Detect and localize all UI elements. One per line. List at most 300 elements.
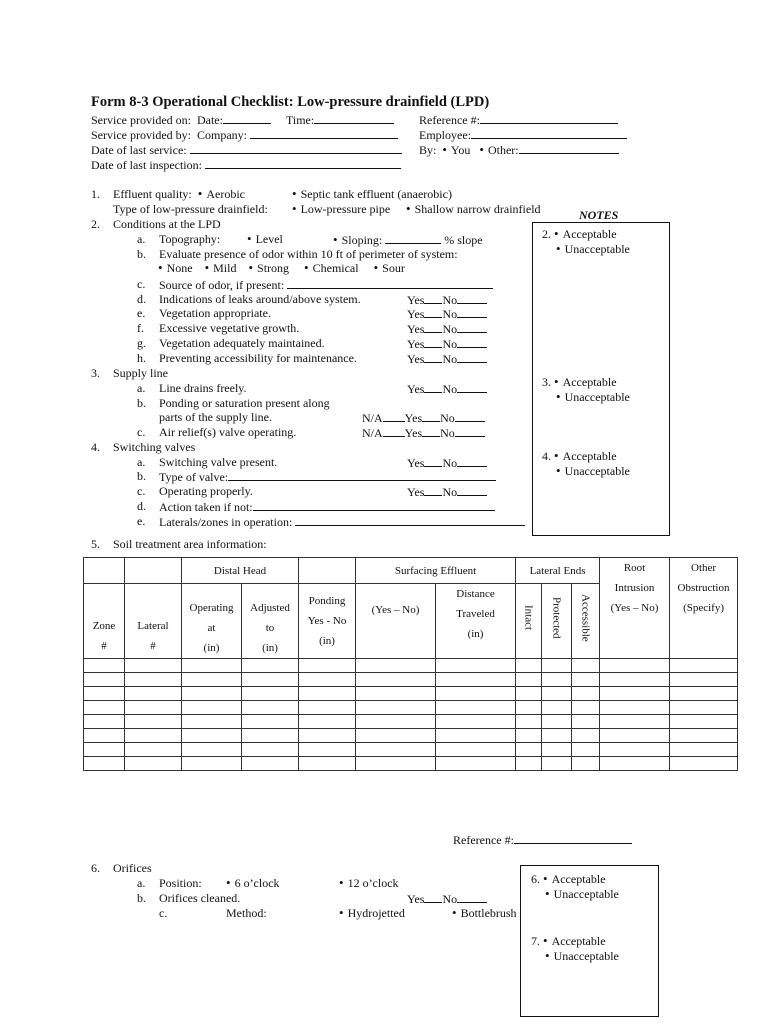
table-cell[interactable] [182,687,242,701]
air-label: Air relief(s) valve operating. [159,425,297,439]
adjusted-label: Adjusted [250,602,290,614]
other-obstruction-header [670,558,738,659]
employee-label: Employee: [419,128,471,142]
laterals-field[interactable] [295,514,525,526]
lateral-hash-label: # [150,640,156,652]
sec2-num: 2. [91,217,100,231]
last-service-field[interactable] [190,142,402,154]
table-cell[interactable] [84,673,125,687]
action [159,499,495,514]
no-label: No [440,411,455,425]
table-cell[interactable] [572,659,600,673]
distance-in-label: (in) [467,628,484,640]
table-cell[interactable] [125,757,182,771]
table-row [84,701,738,715]
table-cell[interactable] [242,673,299,687]
table-cell[interactable] [242,757,299,771]
note-2-acceptable[interactable]: • Acceptable [554,227,617,241]
note-6-unacceptable[interactable] [545,887,619,901]
yesno-drains[interactable] [407,381,487,396]
table-cell[interactable] [436,757,516,771]
note-2-unacceptable[interactable] [556,242,630,256]
veg-ex-label: Excessive vegetative growth. [159,321,300,335]
other-field[interactable] [519,142,619,154]
valve-present-label: Switching valve present. [159,455,278,469]
adjusted-to-label: to [265,622,275,634]
sec4-label: Switching valves [113,440,196,454]
snd-option[interactable] [406,202,541,216]
table-cell[interactable] [125,701,182,715]
distance-header [436,584,516,659]
other-option[interactable]: • Other: [479,143,518,157]
table-cell[interactable] [572,673,600,687]
accessible-label: Accessible [579,593,592,642]
table-cell[interactable] [516,715,542,729]
effluent-quality-label: Effluent quality: [113,187,192,201]
service-by-label: Service provided by: [91,128,191,142]
form-title: Form 8-3 Operational Checklist: Low-pressure drainfield (LPD) [91,94,490,110]
sec6-label: Orifices [113,861,152,875]
sec3-label: Supply line [113,366,169,380]
table-cell[interactable] [436,743,516,757]
table-cell[interactable] [356,659,436,673]
table-cell[interactable] [356,715,436,729]
na-label: N/A [362,426,383,440]
no-field[interactable] [457,321,487,333]
no-label: No [442,352,458,366]
time-field[interactable] [314,112,394,124]
yesno-access[interactable] [407,351,487,366]
root-yn-label: (Yes – No) [610,602,659,614]
note-7-unacceptable-label: • Unacceptable [545,949,619,963]
sec2-a: a. [137,232,146,246]
table-cell[interactable] [125,715,182,729]
reference-2-label: Reference #: [453,833,514,847]
note-7-unacceptable[interactable] [545,949,619,963]
yes-field[interactable] [424,484,442,496]
distance-label: Distance [456,588,495,600]
table-cell[interactable] [84,701,125,715]
table-cell[interactable] [299,701,356,715]
access-label: Preventing accessibility for maintenance. [159,351,357,365]
sec3-b: b. [137,396,146,410]
operating-at-label: at [207,622,216,634]
yesno-leaks[interactable] [407,292,487,307]
pos-6-option[interactable] [226,876,280,890]
service-provided-on [91,112,394,127]
ponding-yn-label: Yes - No [307,615,347,627]
note-4-unacceptable-label: • Unacceptable [556,464,630,478]
sec2-g: g. [137,336,146,350]
root-label: Root [623,562,646,574]
table-cell[interactable] [572,687,600,701]
operating-col-label: Operating [189,602,234,614]
yes-label: Yes [407,322,425,336]
note-6-num: 6. [531,872,540,886]
yes-label: Yes [407,307,425,321]
table-cell[interactable] [542,701,572,715]
action-field[interactable] [253,499,495,511]
date-field[interactable] [223,112,271,124]
yes-field[interactable] [424,336,442,348]
no-label: No [442,307,458,321]
sec2-label: Conditions at the LPD [113,217,221,231]
no-label: No [440,426,455,440]
table-cell[interactable] [182,701,242,715]
no-field[interactable] [457,484,487,496]
note-6-unacceptable-label: • Unacceptable [545,887,619,901]
table-cell[interactable] [356,743,436,757]
table-cell[interactable] [542,743,572,757]
table-cell[interactable] [670,743,738,757]
yes-field[interactable] [422,410,440,422]
reference-line [419,112,618,127]
aerobic-option[interactable]: • Aerobic [198,187,245,201]
odor-chemical[interactable]: • Chemical [304,261,359,275]
table-cell[interactable] [600,673,670,687]
sec2-c: c. [137,277,146,291]
surfacing-header: Surfacing Effluent [356,558,516,584]
table-cell[interactable] [436,687,516,701]
no-field[interactable] [457,351,487,363]
table-cell[interactable] [182,743,242,757]
reference-field[interactable] [480,112,618,124]
table-cell[interactable] [516,757,542,771]
ponding-col-label: Ponding [308,595,346,607]
zone-header-top [84,558,125,584]
table-cell[interactable] [670,715,738,729]
na-field[interactable] [383,410,405,422]
odor-mild[interactable]: • Mild [205,261,237,275]
table-cell[interactable] [182,673,242,687]
sec3-a: a. [137,381,146,395]
ponding-header [299,584,356,659]
employee-field[interactable] [471,127,627,139]
table-cell[interactable] [572,757,600,771]
reference-2-field[interactable] [514,832,632,844]
yes-label: Yes [407,485,425,499]
cleaned-label: Orifices cleaned. [159,891,241,905]
sec4-num: 4. [91,440,100,454]
slope-unit: % slope [444,233,483,247]
table-cell[interactable] [600,701,670,715]
table-cell[interactable] [84,687,125,701]
last-inspection-field[interactable] [205,157,401,169]
table-cell[interactable] [299,687,356,701]
table-row [84,729,738,743]
note-4-acceptable[interactable]: • Acceptable [554,449,617,463]
table-cell[interactable] [356,701,436,715]
no-field[interactable] [455,410,485,422]
valve-type-field[interactable] [228,469,496,481]
by-line [419,142,619,157]
reference-label: Reference #: [419,113,480,127]
odor-strong[interactable]: • Strong [248,261,289,275]
last-inspection-line [91,157,401,172]
yesno-cleaned[interactable] [407,891,487,906]
topography-label: Topography: [159,232,221,246]
yes-label: Yes [407,352,425,366]
level-label: • Level [247,232,283,246]
no-field[interactable] [457,381,487,393]
service-provided-by [91,127,398,142]
valve-type-label: Type of valve: [159,470,229,484]
table-cell[interactable] [242,729,299,743]
table-cell[interactable] [542,729,572,743]
table-cell[interactable] [125,659,182,673]
odor-sour[interactable]: • Sour [374,261,405,275]
slope-field[interactable] [385,232,441,244]
veg-maint-label: Vegetation adequately maintained. [159,336,325,350]
table-cell[interactable] [242,743,299,757]
table-cell[interactable] [356,687,436,701]
accessible-header [572,584,600,659]
table-cell[interactable] [516,687,542,701]
sec5-num: 5. [91,537,100,551]
notes-title: NOTES [579,208,619,222]
table-cell[interactable] [542,757,572,771]
yes-field[interactable] [424,381,442,393]
table-cell[interactable] [125,743,182,757]
table-cell[interactable] [600,687,670,701]
zone-header [84,584,125,659]
no-field[interactable] [457,306,487,318]
note-4-unacceptable[interactable] [556,464,630,478]
table-cell[interactable] [600,743,670,757]
yesno-valve-present[interactable] [407,455,487,470]
date-label: Date: [196,113,223,127]
yesno-veg-ex[interactable] [407,321,487,336]
ponding-in-label: (in) [319,635,335,647]
na-yesno-ponding[interactable] [362,410,485,425]
note-7 [531,934,606,948]
bottlebrush-option[interactable] [452,906,517,920]
yes-label: Yes [407,337,425,351]
table-cell[interactable] [436,729,516,743]
table-cell[interactable] [125,729,182,743]
table-cell[interactable] [600,659,670,673]
table-cell[interactable] [572,729,600,743]
odor-source [159,277,493,292]
note-2-num: 2. [542,227,551,241]
sec2-e: e. [137,306,146,320]
table-cell[interactable] [436,715,516,729]
table-cell[interactable] [670,659,738,673]
sloping-label: • Sloping: [333,233,382,247]
yesno-veg-maint[interactable] [407,336,487,351]
adjusted-header [242,584,299,659]
table-cell[interactable] [542,673,572,687]
other-label: Other [691,562,717,574]
yesno-operating[interactable] [407,484,487,499]
table-cell[interactable] [84,715,125,729]
service-on-label: Service provided on: [91,113,191,127]
yes-field[interactable] [424,292,442,304]
ponding1-label: Ponding or saturation present along [159,396,330,410]
sloping-option[interactable] [333,232,483,247]
table-cell[interactable] [542,687,572,701]
leaks-label: Indications of leaks around/above system. [159,292,361,306]
ponding2-label: parts of the supply line. [159,410,272,424]
table-cell[interactable] [125,673,182,687]
sec6-num: 6. [91,861,100,875]
table-cell[interactable] [242,715,299,729]
last-service-label: Date of last service: [91,143,187,157]
valve-type [159,469,496,484]
table-cell[interactable] [516,743,542,757]
table-cell[interactable] [242,659,299,673]
table-cell[interactable] [516,673,542,687]
yes-field[interactable] [424,321,442,333]
yes-field[interactable] [424,351,442,363]
distal-head-header: Distal Head [182,558,299,584]
no-field[interactable] [457,292,487,304]
table-cell[interactable] [516,729,542,743]
table-row [84,743,738,757]
table-cell[interactable] [356,673,436,687]
table-cell[interactable] [299,743,356,757]
table-cell[interactable] [242,701,299,715]
surfacing-yn-header: (Yes – No) [356,584,436,659]
table-cell[interactable] [182,757,242,771]
yes-field[interactable] [422,425,440,437]
yes-field[interactable] [424,891,442,903]
table-cell[interactable] [299,673,356,687]
lateral-header-top [125,558,182,584]
table-cell[interactable] [436,673,516,687]
table-cell[interactable] [84,659,125,673]
traveled-label: Traveled [456,608,495,620]
yes-label: Yes [407,892,425,906]
adjusted-in-label: (in) [262,642,278,654]
table-cell[interactable] [125,687,182,701]
table-row [84,715,738,729]
table-cell[interactable] [600,715,670,729]
table-cell[interactable] [182,659,242,673]
table-cell[interactable] [670,701,738,715]
odor-none[interactable]: • None [158,261,193,275]
note-4 [542,449,617,463]
table-cell[interactable] [356,757,436,771]
note-6-acceptable[interactable]: • Acceptable [543,872,606,886]
you-option[interactable]: • You [442,143,470,157]
na-label: N/A [362,411,383,425]
odor-source-field[interactable] [287,277,493,289]
table-cell[interactable] [670,673,738,687]
operating-header [182,584,242,659]
pos-6-label: • 6 o’clock [226,876,280,890]
last-inspection-label: Date of last inspection: [91,158,202,172]
table-cell[interactable] [84,743,125,757]
table-row [84,673,738,687]
yes-field[interactable] [424,306,442,318]
yes-label: Yes [407,382,425,396]
sec2-d: d. [137,292,146,306]
table-cell[interactable] [84,729,125,743]
no-field[interactable] [457,891,487,903]
table-cell[interactable] [182,715,242,729]
veg-ok-label: Vegetation appropriate. [159,306,271,320]
na-yesno-air[interactable] [362,425,485,440]
lpp-option[interactable] [292,202,390,216]
table-cell[interactable] [242,687,299,701]
bottlebrush-label: • Bottlebrush [452,906,517,920]
yes-field[interactable] [424,455,442,467]
laterals [159,514,525,529]
sec4-b: b. [137,469,146,483]
company-label: Company: [196,128,247,142]
note-3-num: 3. [542,375,551,389]
company-field[interactable] [250,127,398,139]
no-label: No [442,337,458,351]
table-cell[interactable] [542,659,572,673]
table-cell[interactable] [542,715,572,729]
table-cell[interactable] [436,659,516,673]
note-3-acceptable[interactable]: • Acceptable [554,375,617,389]
sec3-num: 3. [91,366,100,380]
table-cell[interactable] [299,757,356,771]
table-cell[interactable] [299,729,356,743]
yes-label: Yes [407,456,425,470]
employee-line [419,127,627,142]
table-cell[interactable] [572,743,600,757]
yesno-veg-ok[interactable] [407,306,487,321]
no-field[interactable] [457,455,487,467]
septic-option[interactable] [292,187,452,201]
note-7-acceptable[interactable]: • Acceptable [543,934,606,948]
table-cell[interactable] [182,729,242,743]
table-row [84,757,738,771]
table-cell[interactable] [600,757,670,771]
table-cell[interactable] [299,715,356,729]
note-4-num: 4. [542,449,551,463]
table-cell[interactable] [516,659,542,673]
no-field[interactable] [455,425,485,437]
table-cell[interactable] [516,701,542,715]
table-cell[interactable] [436,701,516,715]
lateral-label: Lateral [137,620,169,632]
table-cell[interactable] [299,659,356,673]
table-cell[interactable] [670,729,738,743]
odor-options [158,261,405,275]
note-6 [531,872,606,886]
note-7-num: 7. [531,934,540,948]
table-cell[interactable] [600,729,670,743]
sec4-a: a. [137,455,146,469]
no-label: No [442,485,458,499]
table-cell[interactable] [572,715,600,729]
note-3-unacceptable-label: • Unacceptable [556,390,630,404]
table-cell[interactable] [84,757,125,771]
no-field[interactable] [457,336,487,348]
odor-label: Evaluate presence of odor within 10 ft of perimeter of system: [159,247,458,261]
sec6-c: c. [159,906,168,920]
table-cell[interactable] [572,701,600,715]
zone-hash-label: # [101,640,107,652]
na-field[interactable] [383,425,405,437]
hydrojetted-option[interactable] [339,906,405,920]
note-3-unacceptable[interactable] [556,390,630,404]
table-row [84,687,738,701]
table-cell[interactable] [670,687,738,701]
reference-line-2 [453,832,632,847]
drains-label: Line drains freely. [159,381,247,395]
table-cell[interactable] [670,757,738,771]
level-option[interactable] [247,232,283,246]
pos-12-option[interactable] [339,876,399,890]
table-cell[interactable] [356,729,436,743]
sec6-b: b. [137,891,146,905]
